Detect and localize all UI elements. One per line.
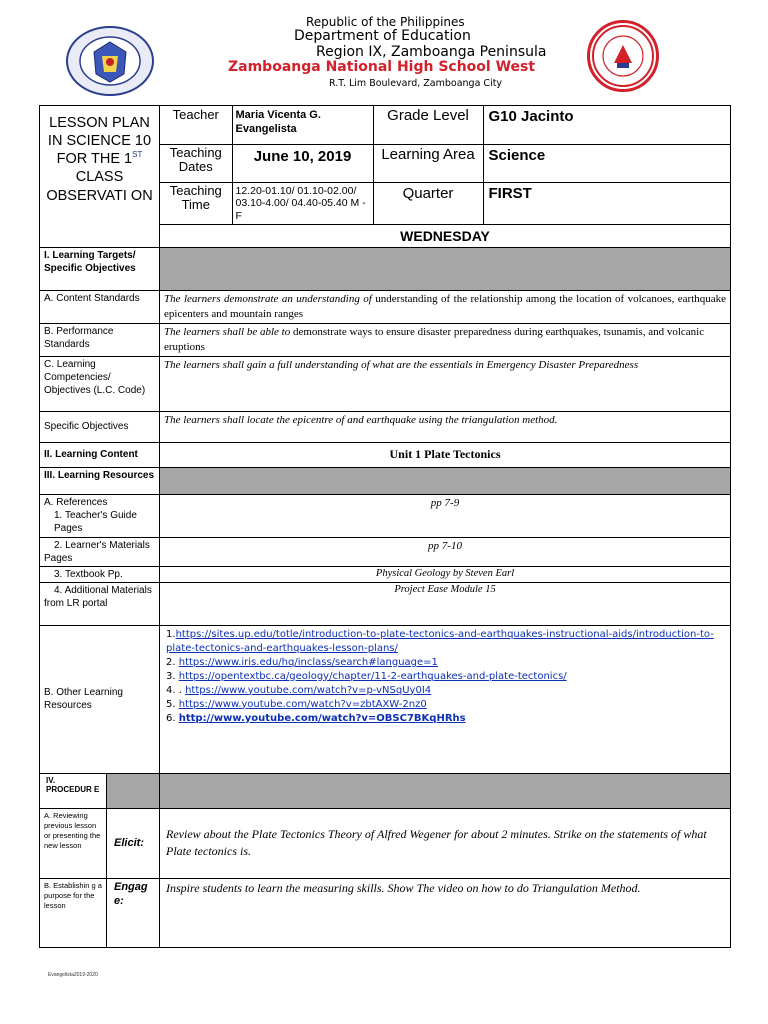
- content-standards-label: A. Content Standards: [40, 291, 160, 324]
- textbook-value: Physical Geology by Steven Earl: [160, 566, 731, 582]
- letterhead: [0, 0, 768, 100]
- resource-link-3: 3. https://opentextbc.ca/geology/chapter/11-2-earthquakes-and-plate-tectonics/: [166, 670, 567, 682]
- procedure-a-text: Review about the Plate Tectonics Theory of Alfred Wegener for about 2 minutes. Strike on the statements of what Plate tectonics is.: [160, 808, 731, 878]
- plan-title: LESSON PLAN IN SCIENCE 10 FOR THE 1ST CLASS OBSERVATI ON: [46, 115, 153, 204]
- performance-standards-label: B. Performance Standards: [40, 323, 160, 356]
- targets-label: I. Learning Targets/ Specific Objectives: [40, 248, 160, 291]
- learning-content-label: II. Learning Content: [40, 442, 160, 467]
- content-standards-value: The learners demonstrate an understanding of understanding of the relationship among the location of volcanoes, earthquake epicenters and mountain ranges: [160, 291, 731, 324]
- grade-label: Grade Level: [373, 106, 483, 144]
- learners-materials-value: pp 7-10: [160, 537, 731, 566]
- performance-standards-value: The learners shall be able to demonstrate ways to ensure disaster preparedness during earthquakes, tsunamis, and volcanic eruptions: [160, 323, 731, 356]
- additional-materials-value: Project Ease Module 15: [160, 582, 731, 625]
- resource-link-1: 1.https://sites.up.edu/totle/introduction-to-plate-tectonics-and-earthquakes-instructional-aids/introduction-to-plate-tectonics-and-earthquakes-lesson-plans/: [166, 628, 714, 654]
- procedure-label: IV. PROCEDUR E: [40, 773, 107, 808]
- dates-label: Teaching Dates: [160, 144, 232, 182]
- teachers-guide-value: pp 7-9: [160, 494, 731, 537]
- procedure-shade-step: [107, 773, 160, 808]
- time-value: 12.20-01.10/ 01.10-02.00/ 03.10-4.00/ 04.40-05.40 M -F: [232, 182, 373, 224]
- info-cell: [160, 106, 731, 248]
- resource-url-2[interactable]: https://www.iris.edu/hq/inclass/search#language=1: [178, 656, 438, 668]
- procedure-a-step: Elicit:: [107, 808, 160, 878]
- procedure-shade: [160, 773, 731, 808]
- area-value: Science: [483, 144, 731, 182]
- procedure-a-label: A. Reviewing previous lesson or presenting the new lesson: [40, 808, 107, 878]
- competencies-label: C. Learning Competencies/ Objectives (L.C. Code): [40, 356, 160, 411]
- grade-value: G10 Jacinto: [483, 106, 731, 144]
- republic-text: Republic of the Philippines: [306, 15, 465, 29]
- textbook-label: 3. Textbook Pp.: [40, 566, 160, 582]
- quarter-value: FIRST: [488, 184, 532, 202]
- resource-link-4: 4. . https://www.youtube.com/watch?v=p-vNSqUy0I4: [166, 684, 432, 696]
- resource-link-6: 6. http://www.youtube.com/watch?v=OBSC7BKqHRhs: [166, 712, 466, 724]
- plan-title-cell: [40, 106, 160, 248]
- resource-url-5[interactable]: https://www.youtube.com/watch?v=zbtAXW-2nz0: [178, 698, 427, 710]
- region-text: Region IX, Zamboanga Peninsula: [316, 44, 547, 60]
- resource-url-3[interactable]: https://opentextbc.ca/geology/chapter/11-2-earthquakes-and-plate-tectonics/: [178, 670, 567, 682]
- other-resources-links: [160, 625, 731, 773]
- school-address: R.T. Lim Boulevard, Zamboanga City: [329, 78, 503, 89]
- teachers-guide-label: 1. Teacher's Guide Pages: [54, 509, 137, 534]
- day-label: WEDNESDAY: [160, 224, 730, 247]
- specific-objectives-value: The learners shall locate the epicentre of and earthquake using the triangulation method.: [160, 411, 731, 442]
- learning-content-value: Unit 1 Plate Tectonics: [160, 442, 731, 467]
- area-label: Learning Area: [373, 144, 483, 182]
- footer-text: Evangelista2019-2020: [48, 972, 98, 978]
- competencies-value: The learners shall gain a full understanding of what are the essentials in Emergency Disaster Preparedness: [160, 356, 731, 411]
- time-label: Teaching Time: [160, 182, 232, 224]
- references-label-cell: [40, 494, 160, 537]
- dates-value: June 10, 2019: [232, 144, 373, 182]
- quarter-label: Quarter: [373, 182, 483, 224]
- targets-shade: [160, 248, 731, 291]
- learners-materials-label: 2. Learner's Materials Pages: [40, 537, 160, 566]
- info-grid: [160, 106, 731, 224]
- resource-link-2: 2. https://www.iris.edu/hq/inclass/search#language=1: [166, 656, 438, 668]
- resources-shade: [160, 467, 731, 494]
- resource-url-4[interactable]: https://www.youtube.com/watch?v=p-vNSqUy0I4: [185, 684, 432, 696]
- specific-objectives-label: Specific Objectives: [40, 411, 160, 442]
- resource-url-6[interactable]: http://www.youtube.com/watch?v=OBSC7BKqHRhs: [178, 712, 466, 724]
- deped-seal-icon: [66, 26, 154, 96]
- school-name: Zamboanga National High School West: [228, 59, 536, 75]
- other-resources-label: B. Other Learning Resources: [40, 625, 160, 773]
- references-label: A. References: [44, 496, 108, 508]
- resources-label: III. Learning Resources: [40, 467, 160, 494]
- lesson-plan-table: [39, 105, 731, 948]
- additional-materials-label: 4. Additional Materials from LR portal: [40, 582, 160, 625]
- school-seal-icon: [587, 20, 659, 92]
- department-text: Department of Education: [294, 28, 471, 44]
- teacher-label: Teacher: [160, 106, 232, 144]
- resource-url-1[interactable]: https://sites.up.edu/totle/introduction-to-plate-tectonics-and-earthquakes-instructional-aids/introduction-to-plate-tectonics-and-earthquakes-lesson-plans/: [166, 628, 714, 654]
- procedure-b-step: Engag e:: [107, 878, 160, 947]
- resource-link-5: 5. https://www.youtube.com/watch?v=zbtAXW-2nz0: [166, 698, 427, 710]
- procedure-b-label: B. Establishin g a purpose for the lesson: [40, 878, 107, 947]
- teacher-value: Maria Vicenta G. Evangelista: [232, 106, 373, 144]
- procedure-b-text: Inspire students to learn the measuring skills. Show The video on how to do Triangulation Method.: [160, 878, 731, 947]
- ordinal-suffix: ST: [132, 150, 143, 160]
